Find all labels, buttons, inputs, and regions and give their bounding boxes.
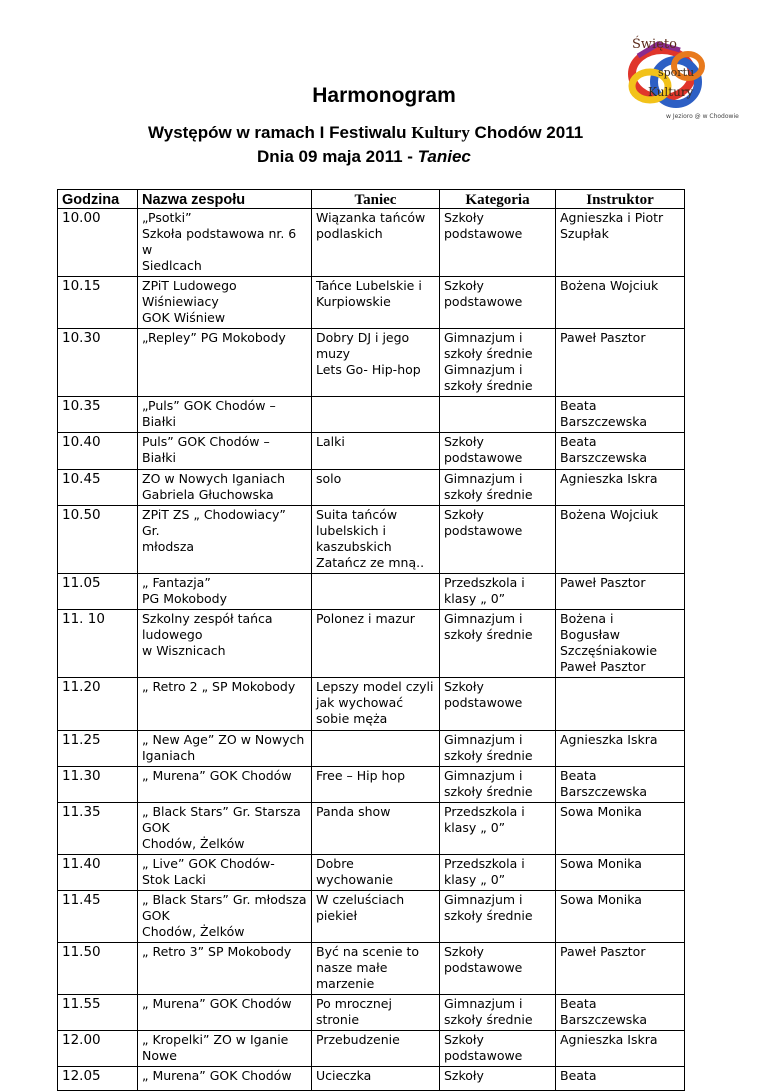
instructor-line: Paweł Pasztor (560, 575, 646, 590)
category-cell (440, 433, 556, 470)
category-cell (440, 943, 556, 995)
dance-cell (312, 397, 440, 433)
dance-line: Suita tańców (316, 507, 398, 522)
category-line: Przedszkola i (444, 575, 525, 590)
time-cell: 10.35 (58, 397, 138, 433)
category-line: Szkoły (444, 944, 484, 959)
instructor-line: Sowa Monika (560, 892, 642, 907)
dance-line: jak wychować (316, 695, 404, 710)
category-cell (440, 803, 556, 855)
table-header-row (58, 190, 685, 209)
category-line: Gimnazjum i (444, 996, 523, 1011)
category-cell (440, 891, 556, 943)
subtitle-text-end: Chodów 2011 (469, 123, 584, 142)
dance-cell (312, 891, 440, 943)
dance-cell (312, 470, 440, 506)
time-cell: 10.40 (58, 433, 138, 470)
instructor-line: Agnieszka Iskra (560, 471, 658, 486)
instructor-cell (556, 995, 685, 1031)
group-name-cell (138, 329, 312, 397)
instructor-line: Sowa Monika (560, 804, 642, 819)
date-line (257, 147, 471, 167)
dance-cell (312, 574, 440, 610)
date-text: Dnia 09 maja 2011 - (257, 147, 418, 166)
category-line: podstawowe (444, 1048, 523, 1063)
group-name-line: „ Black Stars” Gr. Starsza GOK (142, 804, 301, 835)
date-theme: Taniec (417, 147, 471, 166)
category-line: podstawowe (444, 226, 523, 241)
table-row (58, 891, 685, 943)
instructor-cell (556, 277, 685, 329)
table-row (58, 803, 685, 855)
group-name-line: młodsza (142, 539, 195, 554)
category-line: Szkoły (444, 1032, 484, 1047)
svg-text:w Jezioro @ w Chodowie: w Jezioro @ w Chodowie (666, 113, 739, 120)
svg-text:Kultury: Kultury (648, 85, 694, 99)
dance-line: W czeluściach (316, 892, 405, 907)
instructor-line: Bożena Wojciuk (560, 507, 659, 522)
dance-line: Wiązanka tańców (316, 210, 426, 225)
category-cell (440, 855, 556, 891)
table-row (58, 470, 685, 506)
group-name-cell (138, 767, 312, 803)
table-row (58, 277, 685, 329)
dance-line: piekieł (316, 908, 358, 923)
group-name-cell (138, 731, 312, 767)
instructor-line: Paweł Pasztor (560, 944, 646, 959)
dance-line: wychowanie (316, 872, 394, 887)
category-cell (440, 277, 556, 329)
instructor-line: Beata (560, 434, 597, 449)
instructor-line: Agnieszka i Piotr (560, 210, 664, 225)
time-cell: 10.00 (58, 209, 138, 277)
dance-line: Lets Go- Hip-hop (316, 362, 421, 377)
group-name-cell (138, 943, 312, 995)
instructor-line: Agnieszka Iskra (560, 732, 658, 747)
table-row (58, 433, 685, 470)
category-line: podstawowe (444, 695, 523, 710)
dance-line: Tańce Lubelskie i (316, 278, 422, 293)
dance-cell (312, 678, 440, 731)
group-name-cell (138, 209, 312, 277)
dance-cell (312, 995, 440, 1031)
instructor-line: Beata (560, 1068, 597, 1083)
category-cell (440, 1067, 556, 1091)
dance-line: Ucieczka (316, 1068, 372, 1083)
instructor-line: Sowa Monika (560, 856, 642, 871)
category-line: Szkoły (444, 278, 484, 293)
group-name-line: w Wisznicach (142, 643, 226, 658)
table-row (58, 209, 685, 277)
time-cell: 11.55 (58, 995, 138, 1031)
dance-line: Dobre (316, 856, 354, 871)
dance-cell (312, 209, 440, 277)
category-cell (440, 1031, 556, 1067)
column-header-dance: Taniec (312, 190, 440, 209)
instructor-cell (556, 506, 685, 574)
group-name-line: Gabriela Głuchowska (142, 487, 274, 502)
group-name-cell (138, 397, 312, 433)
group-name-cell (138, 678, 312, 731)
time-cell: 10.30 (58, 329, 138, 397)
group-name-line: „ Retro 2 „ SP Mokobody (142, 679, 296, 694)
subtitle-kultury: Kultury (411, 123, 470, 142)
table-row (58, 995, 685, 1031)
category-line: klasy „ 0” (444, 591, 506, 606)
instructor-cell (556, 678, 685, 731)
instructor-line: Szupłak (560, 226, 609, 241)
dance-line: Lalki (316, 434, 345, 449)
group-name-line: Chodów, Żelków (142, 924, 245, 939)
table-row (58, 329, 685, 397)
dance-line: marzenie (316, 976, 375, 991)
time-cell: 11.35 (58, 803, 138, 855)
group-name-line: „Puls” GOK Chodów – (142, 398, 276, 413)
dance-cell (312, 943, 440, 995)
table-row (58, 678, 685, 731)
dance-line: kaszubskich (316, 539, 392, 554)
category-line: Szkoły (444, 1068, 484, 1083)
group-name-line: „ Retro 3” SP Mokobody (142, 944, 292, 959)
time-cell: 12.00 (58, 1031, 138, 1067)
dance-cell (312, 506, 440, 574)
category-line: Przedszkola i (444, 856, 525, 871)
category-line: klasy „ 0” (444, 872, 506, 887)
time-cell: 11.25 (58, 731, 138, 767)
table-row (58, 1031, 685, 1067)
instructor-cell (556, 574, 685, 610)
group-name-line: „Repley” PG Mokobody (142, 330, 286, 345)
group-name-cell (138, 891, 312, 943)
page-title: Harmonogram (312, 84, 456, 107)
group-name-cell (138, 855, 312, 891)
instructor-cell (556, 767, 685, 803)
category-cell (440, 767, 556, 803)
group-name-line: Chodów, Żelków (142, 836, 245, 851)
instructor-line: Agnieszka Iskra (560, 1032, 658, 1047)
category-line: podstawowe (444, 960, 523, 975)
logo-lettering: Święto (632, 37, 677, 52)
group-name-cell (138, 506, 312, 574)
schedule-table (57, 189, 685, 1091)
category-line: szkoły średnie (444, 908, 533, 923)
time-cell: 12.05 (58, 1067, 138, 1091)
category-cell (440, 610, 556, 678)
table-row (58, 506, 685, 574)
category-cell (440, 574, 556, 610)
instructor-line: Bogusław (560, 627, 621, 642)
group-name-line: Puls” GOK Chodów – (142, 434, 270, 449)
dance-line: podlaskich (316, 226, 383, 241)
group-name-cell (138, 610, 312, 678)
group-name-cell (138, 995, 312, 1031)
dance-cell (312, 1031, 440, 1067)
dance-line: stronie (316, 1012, 360, 1027)
group-name-cell (138, 470, 312, 506)
category-cell (440, 329, 556, 397)
category-cell (440, 209, 556, 277)
group-name-line: „Psotki” (142, 210, 192, 225)
instructor-line: Barszczewska (560, 450, 647, 465)
table-row (58, 943, 685, 995)
subtitle-text: Występów w ramach I Festiwalu (148, 123, 412, 142)
category-cell (440, 470, 556, 506)
category-line: Przedszkola i (444, 804, 525, 819)
dance-cell (312, 433, 440, 470)
dance-cell (312, 731, 440, 767)
group-name-line: „ Kropelki” ZO w Iganie Nowe (142, 1032, 289, 1063)
group-name-cell (138, 1031, 312, 1067)
dance-cell (312, 277, 440, 329)
group-name-line: Siedlcach (142, 258, 202, 273)
category-line: szkoły średnie (444, 346, 533, 361)
category-cell (440, 678, 556, 731)
instructor-cell (556, 470, 685, 506)
instructor-cell (556, 1067, 685, 1091)
dance-line: muzy (316, 346, 351, 361)
dance-cell (312, 610, 440, 678)
instructor-cell (556, 731, 685, 767)
instructor-cell (556, 943, 685, 995)
time-cell: 11.50 (58, 943, 138, 995)
category-line: Szkoły (444, 434, 484, 449)
category-line: Gimnazjum i (444, 611, 523, 626)
instructor-line: Beata (560, 996, 597, 1011)
group-name-line: „ Black Stars” Gr. młodsza GOK (142, 892, 307, 923)
dance-line: Panda show (316, 804, 391, 819)
dance-line: solo (316, 471, 342, 486)
group-name-cell (138, 433, 312, 470)
group-name-line: Szkolny zespół tańca ludowego (142, 611, 273, 642)
category-cell (440, 397, 556, 433)
time-cell: 10.45 (58, 470, 138, 506)
category-line: podstawowe (444, 294, 523, 309)
time-cell: 11.30 (58, 767, 138, 803)
instructor-cell (556, 329, 685, 397)
instructor-cell (556, 397, 685, 433)
dance-line: Polonez i mazur (316, 611, 415, 626)
time-cell: 11.20 (58, 678, 138, 731)
dance-line: Free – Hip hop (316, 768, 406, 783)
instructor-cell (556, 891, 685, 943)
group-name-cell (138, 574, 312, 610)
dance-cell (312, 1067, 440, 1091)
instructor-cell (556, 803, 685, 855)
group-name-line: GOK Wiśniew (142, 310, 226, 325)
column-header-category: Kategoria (440, 190, 556, 209)
category-cell (440, 731, 556, 767)
table-row (58, 731, 685, 767)
category-line: podstawowe (444, 450, 523, 465)
column-header-time: Godzina (58, 190, 138, 209)
group-name-line: Białki (142, 414, 176, 429)
dance-line: Kurpiowskie (316, 294, 391, 309)
category-line: Szkoły (444, 210, 484, 225)
category-line: szkoły średnie (444, 1012, 533, 1027)
category-cell (440, 995, 556, 1031)
time-cell: 11. 10 (58, 610, 138, 678)
group-name-line: Białki (142, 450, 176, 465)
instructor-cell (556, 855, 685, 891)
category-line: klasy „ 0” (444, 820, 506, 835)
group-name-line: ZPiT Ludowego Wiśniewiacy (142, 278, 237, 309)
instructor-line: Bożena i (560, 611, 614, 626)
instructor-line: Beata (560, 398, 597, 413)
instructor-line: Bożena Wojciuk (560, 278, 659, 293)
dance-line: Być na scenie to (316, 944, 420, 959)
time-cell: 10.50 (58, 506, 138, 574)
category-line: Szkoły (444, 507, 484, 522)
category-line: szkoły średnie (444, 784, 533, 799)
instructor-cell (556, 610, 685, 678)
time-cell: 11.05 (58, 574, 138, 610)
time-cell: 11.40 (58, 855, 138, 891)
table-row (58, 610, 685, 678)
table-row (58, 397, 685, 433)
dance-line: sobie męża (316, 711, 388, 726)
category-line: Gimnazjum i (444, 330, 523, 345)
instructor-line: Beata (560, 768, 597, 783)
group-name-line: Iganiach (142, 748, 196, 763)
instructor-line: Paweł Pasztor (560, 330, 646, 345)
group-name-line: „ Fantazja” (142, 575, 211, 590)
group-name-line: ZO w Nowych Iganiach (142, 471, 286, 486)
group-name-cell (138, 1067, 312, 1091)
group-name-line: „ Live” GOK Chodów- (142, 856, 275, 871)
category-line: Gimnazjum i (444, 892, 523, 907)
dance-line: Dobry DJ i jego (316, 330, 410, 345)
group-name-line: „ Murena” GOK Chodów (142, 768, 292, 783)
column-header-instructor: Instruktor (556, 190, 685, 209)
category-line: szkoły średnie (444, 487, 533, 502)
instructor-cell (556, 1031, 685, 1067)
group-name-line: „ New Age” ZO w Nowych (142, 732, 305, 747)
table-row (58, 767, 685, 803)
instructor-cell (556, 209, 685, 277)
instructor-line: Szczęśniakowie (560, 643, 658, 658)
dance-line: nasze małe (316, 960, 388, 975)
time-cell: 10.15 (58, 277, 138, 329)
category-line: Gimnazjum i (444, 768, 523, 783)
category-line: Gimnazjum i (444, 362, 523, 377)
category-cell (440, 506, 556, 574)
dance-line: Lepszy model czyli (316, 679, 434, 694)
dance-line: lubelskich i (316, 523, 386, 538)
dance-cell (312, 329, 440, 397)
page-subtitle (148, 123, 583, 143)
group-name-line: Stok Lacki (142, 872, 206, 887)
instructor-line: Barszczewska (560, 1012, 647, 1027)
dance-line: Przebudzenie (316, 1032, 400, 1047)
group-name-line: „ Murena” GOK Chodów (142, 996, 292, 1011)
instructor-line: Barszczewska (560, 784, 647, 799)
schedule-body (58, 209, 685, 1091)
dance-line: Po mrocznej (316, 996, 392, 1011)
table-row (58, 1067, 685, 1091)
category-line: Szkoły (444, 679, 484, 694)
category-line: Gimnazjum i (444, 732, 523, 747)
category-line: podstawowe (444, 523, 523, 538)
dance-cell (312, 803, 440, 855)
category-line: szkoły średnie (444, 378, 533, 393)
category-line: szkoły średnie (444, 627, 533, 642)
table-row (58, 855, 685, 891)
group-name-line: PG Mokobody (142, 591, 227, 606)
instructor-line: Paweł Pasztor (560, 659, 646, 674)
dance-line: Zatańcz ze mną.. (316, 555, 425, 570)
group-name-line: ZPiT ZS „ Chodowiacy” Gr. (142, 507, 286, 538)
group-name-line: Szkoła podstawowa nr. 6 w (142, 226, 297, 257)
instructor-cell (556, 433, 685, 470)
group-name-cell (138, 803, 312, 855)
table-row (58, 574, 685, 610)
category-line: szkoły średnie (444, 748, 533, 763)
dance-cell (312, 855, 440, 891)
category-line: Gimnazjum i (444, 471, 523, 486)
dance-cell (312, 767, 440, 803)
instructor-line: Barszczewska (560, 414, 647, 429)
time-cell: 11.45 (58, 891, 138, 943)
group-name-line: „ Murena” GOK Chodów (142, 1068, 292, 1083)
svg-text:sportu: sportu (658, 66, 695, 79)
group-name-cell (138, 277, 312, 329)
column-header-name: Nazwa zespołu (138, 190, 312, 209)
